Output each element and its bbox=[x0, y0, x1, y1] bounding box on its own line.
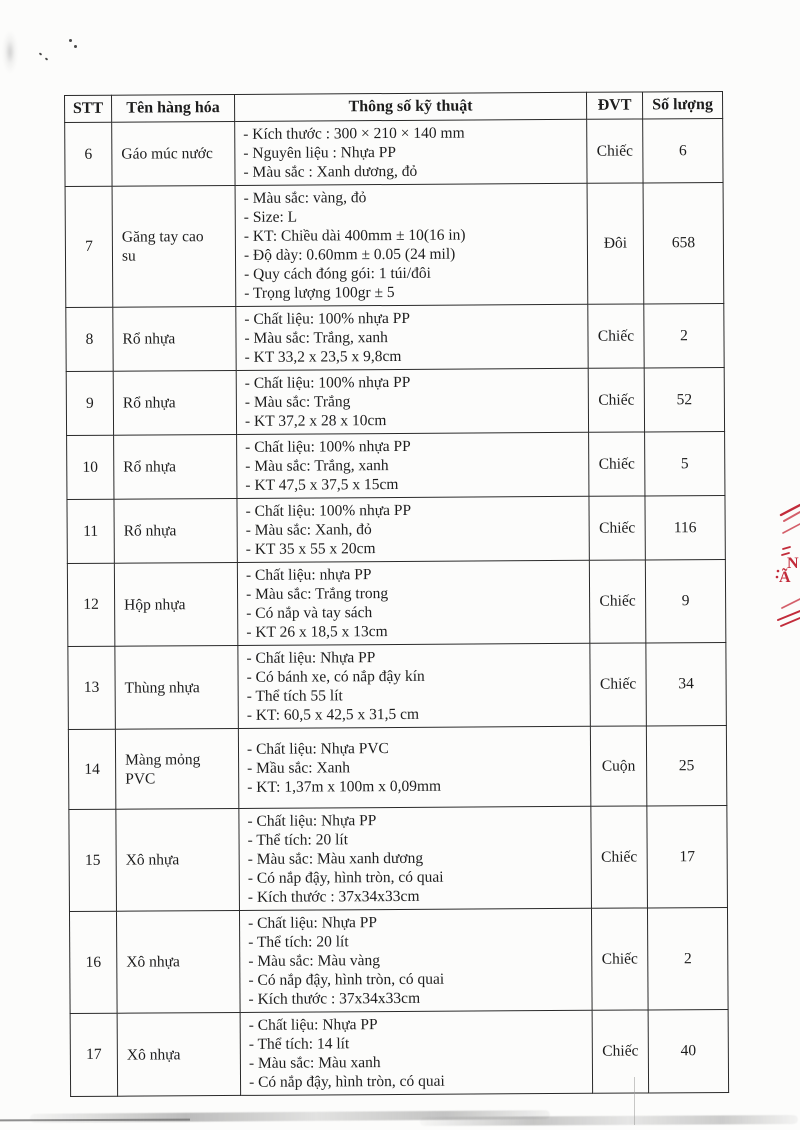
row-quantity: 658 bbox=[643, 182, 724, 303]
row-unit: Chiếc bbox=[589, 432, 645, 496]
spec-line: - Màu sắc: Xanh, đỏ bbox=[245, 521, 372, 539]
row-product-name: Xô nhựa bbox=[116, 910, 240, 1013]
row-stt: 17 bbox=[70, 1013, 118, 1096]
spec-line: - Chất liệu: 100% nhựa PP bbox=[245, 437, 411, 456]
row-unit: Cuộn bbox=[590, 726, 646, 806]
spec-line: - Màu sắc : Xanh dương, đỏ bbox=[243, 162, 418, 181]
row-unit: Chiếc bbox=[592, 1010, 649, 1093]
red-glyph-n: N bbox=[787, 555, 799, 572]
spec-line: - Thể tích: 20 lít bbox=[247, 831, 349, 849]
spec-line: - KT: 1,37m x 100m x 0,09mm bbox=[247, 777, 442, 796]
spec-line: - Có nắp đậy, hình tròn, có quai bbox=[247, 868, 444, 887]
row-unit: Đôi bbox=[587, 183, 644, 304]
red-glyph-a: Ã bbox=[779, 569, 791, 586]
row-specs bbox=[239, 908, 592, 1012]
scan-speck bbox=[74, 45, 77, 48]
spec-line: - Màu sắc: Trắng trong bbox=[246, 585, 389, 603]
row-unit: Chiếc bbox=[588, 304, 644, 368]
row-unit: Chiếc bbox=[587, 119, 643, 183]
row-unit: Chiếc bbox=[591, 908, 648, 1010]
row-specs bbox=[235, 119, 587, 185]
header-specs: Thông số kỹ thuật bbox=[234, 92, 586, 121]
row-product-name: Rổ nhựa bbox=[114, 434, 237, 499]
spec-line: - Thể tích: 20 lít bbox=[248, 933, 349, 951]
row-quantity: 34 bbox=[646, 642, 727, 725]
red-tick bbox=[783, 547, 790, 549]
spec-line: - Độ dày: 0.60mm ± 0.05 (24 mil) bbox=[243, 245, 456, 264]
table-row bbox=[65, 182, 724, 307]
spec-line: - Chất liệu: 100% nhựa PP bbox=[245, 501, 412, 520]
table-row bbox=[68, 642, 726, 729]
row-product-name: Rổ nhựa bbox=[113, 306, 236, 371]
scan-smudge-bottom bbox=[420, 1115, 798, 1126]
spec-line: - Chất liệu: nhựa PP bbox=[245, 566, 372, 584]
items-table bbox=[64, 91, 729, 1097]
scan-speck bbox=[39, 52, 43, 55]
row-specs bbox=[238, 643, 591, 728]
row-product-name: Hộp nhựa bbox=[114, 562, 238, 646]
scan-fold-line bbox=[634, 1077, 635, 1125]
row-specs bbox=[237, 432, 589, 498]
row-specs bbox=[235, 183, 588, 306]
row-quantity: 17 bbox=[647, 805, 728, 907]
row-stt: 13 bbox=[68, 646, 116, 729]
row-specs bbox=[236, 368, 588, 434]
spec-line: - Chất liệu: Nhựa PP bbox=[248, 914, 378, 932]
spec-line: - Kích thước : 300 × 210 × 140 mm bbox=[243, 124, 465, 143]
spec-line: - Màu sắc: Màu vàng bbox=[248, 952, 381, 970]
row-product-name: Rổ nhựa bbox=[113, 370, 236, 435]
row-stt: 12 bbox=[67, 563, 115, 646]
row-product-name: Thùng nhựa bbox=[115, 645, 239, 729]
spec-line: - KT 26 x 18,5 x 13cm bbox=[246, 623, 388, 641]
row-quantity: 9 bbox=[645, 559, 726, 642]
spec-line: - Màu sắc: Màu xanh bbox=[248, 1054, 381, 1072]
spec-line: - KT 47,5 x 37,5 x 15cm bbox=[245, 475, 399, 494]
red-stroke bbox=[781, 618, 800, 626]
spec-line: - Chất liệu: Nhựa PP bbox=[247, 812, 377, 830]
spec-line: - KT: 60,5 x 42,5 x 31,5 cm bbox=[246, 705, 420, 724]
row-quantity: 2 bbox=[644, 303, 724, 367]
row-quantity: 40 bbox=[648, 1009, 729, 1092]
row-quantity: 6 bbox=[643, 118, 723, 182]
row-specs bbox=[238, 726, 590, 808]
table-body bbox=[65, 118, 729, 1096]
spec-line: - Chất liệu: Nhựa PP bbox=[248, 1016, 378, 1034]
spec-line: - Trọng lượng 100gr ± 5 bbox=[244, 283, 395, 302]
items-table-container bbox=[64, 91, 729, 1097]
table-row bbox=[69, 805, 728, 911]
row-specs bbox=[237, 496, 589, 562]
row-unit: Chiếc bbox=[588, 368, 644, 432]
table-row bbox=[65, 118, 723, 186]
red-stroke bbox=[783, 524, 800, 533]
spec-line: - Có nắp đậy, hình tròn, có quai bbox=[248, 970, 445, 989]
row-stt: 9 bbox=[66, 371, 113, 435]
spec-line: - Quy cách đóng gói: 1 túi/đôi bbox=[244, 264, 431, 283]
table-row bbox=[67, 431, 725, 499]
row-stt: 7 bbox=[65, 186, 113, 307]
red-pen-marks bbox=[750, 490, 800, 640]
row-specs bbox=[240, 1010, 593, 1095]
spec-line: - Màu sắc: Trắng, xanh bbox=[245, 457, 389, 475]
spec-line: - Có nắp và tay sách bbox=[246, 604, 373, 622]
spec-line: - KT 33,2 x 23,5 x 9,8cm bbox=[244, 347, 402, 366]
row-unit: Chiếc bbox=[589, 560, 646, 643]
spec-line: - Mầu sắc: Xanh bbox=[247, 759, 351, 777]
spec-line: - Kích thước : 37x34x33cm bbox=[248, 989, 421, 1008]
row-unit: Chiếc bbox=[591, 806, 648, 908]
spec-line: - Có bánh xe, có nắp đậy kín bbox=[246, 667, 425, 686]
table-row bbox=[66, 367, 724, 435]
row-unit: Chiếc bbox=[590, 643, 647, 726]
spec-line: - Chất liệu: Nhựa PP bbox=[246, 649, 376, 667]
row-quantity: 52 bbox=[644, 367, 724, 431]
table-row bbox=[67, 495, 725, 563]
row-stt: 6 bbox=[65, 122, 112, 186]
row-quantity: 2 bbox=[647, 907, 728, 1009]
row-specs bbox=[237, 560, 590, 645]
header-unit: ĐVT bbox=[586, 92, 642, 119]
row-product-name: Gáo múc nước bbox=[112, 121, 235, 186]
spec-line: - Chất liệu: 100% nhựa PP bbox=[244, 373, 411, 392]
spec-line: - Size: L bbox=[243, 208, 298, 226]
table-row bbox=[67, 559, 725, 646]
row-specs bbox=[239, 806, 592, 910]
red-stroke bbox=[782, 599, 800, 608]
red-dot bbox=[776, 576, 779, 579]
header-quantity: Số lượng bbox=[642, 91, 722, 118]
spec-line: - KT 35 x 55 x 20cm bbox=[245, 540, 376, 558]
table-row bbox=[66, 303, 724, 371]
spec-line: - Nguyên liệu : Nhựa PP bbox=[243, 143, 397, 162]
spec-line: - KT: Chiều dài 400mm ± 10(16 in) bbox=[243, 226, 466, 245]
row-product-name: Xô nhựa bbox=[117, 1012, 241, 1096]
spec-line: - Chất liệu: 100% nhựa PP bbox=[244, 309, 410, 328]
header-stt: STT bbox=[65, 95, 112, 122]
row-quantity: 25 bbox=[646, 725, 726, 805]
header-product-name: Tên hàng hóa bbox=[112, 94, 235, 122]
spec-line: - Kích thước : 37x34x33cm bbox=[247, 887, 420, 906]
spec-line: - KT 37,2 x 28 x 10cm bbox=[244, 412, 387, 430]
row-stt: 10 bbox=[67, 435, 114, 499]
spec-line: - Chất liệu: Nhựa PVC bbox=[246, 740, 389, 758]
row-quantity: 116 bbox=[645, 495, 725, 559]
row-product-name: Găng tay cao su bbox=[112, 185, 236, 307]
row-stt: 15 bbox=[69, 809, 117, 911]
row-stt: 16 bbox=[69, 911, 117, 1013]
row-product-name: Rổ nhựa bbox=[114, 498, 237, 563]
spec-line: - Màu sắc: Màu xanh dương bbox=[247, 849, 424, 868]
spec-line: - Thể tích: 14 lít bbox=[248, 1035, 350, 1053]
row-stt: 14 bbox=[68, 729, 115, 809]
spec-line: - Màu sắc: Trắng bbox=[244, 393, 351, 411]
table-header-row bbox=[65, 91, 723, 122]
scan-speck bbox=[69, 39, 72, 42]
row-stt: 8 bbox=[66, 307, 113, 371]
row-unit: Chiếc bbox=[589, 496, 645, 560]
row-product-name: Màng mỏng PVC bbox=[115, 728, 238, 809]
row-quantity: 5 bbox=[645, 431, 725, 495]
row-specs bbox=[236, 304, 588, 370]
table-row bbox=[69, 907, 728, 1013]
spec-line: - Có nắp đậy, hình tròn, có quai bbox=[248, 1072, 445, 1091]
spec-line: - Màu sắc: vàng, đỏ bbox=[243, 189, 367, 207]
row-product-name: Xô nhựa bbox=[116, 808, 240, 911]
scan-speck bbox=[45, 57, 49, 60]
spec-line: - Thể tích 55 lít bbox=[246, 687, 343, 705]
scan-smudge-topleft bbox=[2, 30, 18, 74]
table-row bbox=[68, 725, 726, 809]
row-stt: 11 bbox=[67, 499, 114, 563]
table-row bbox=[70, 1009, 728, 1096]
spec-line: - Màu sắc: Trắng, xanh bbox=[244, 329, 388, 347]
